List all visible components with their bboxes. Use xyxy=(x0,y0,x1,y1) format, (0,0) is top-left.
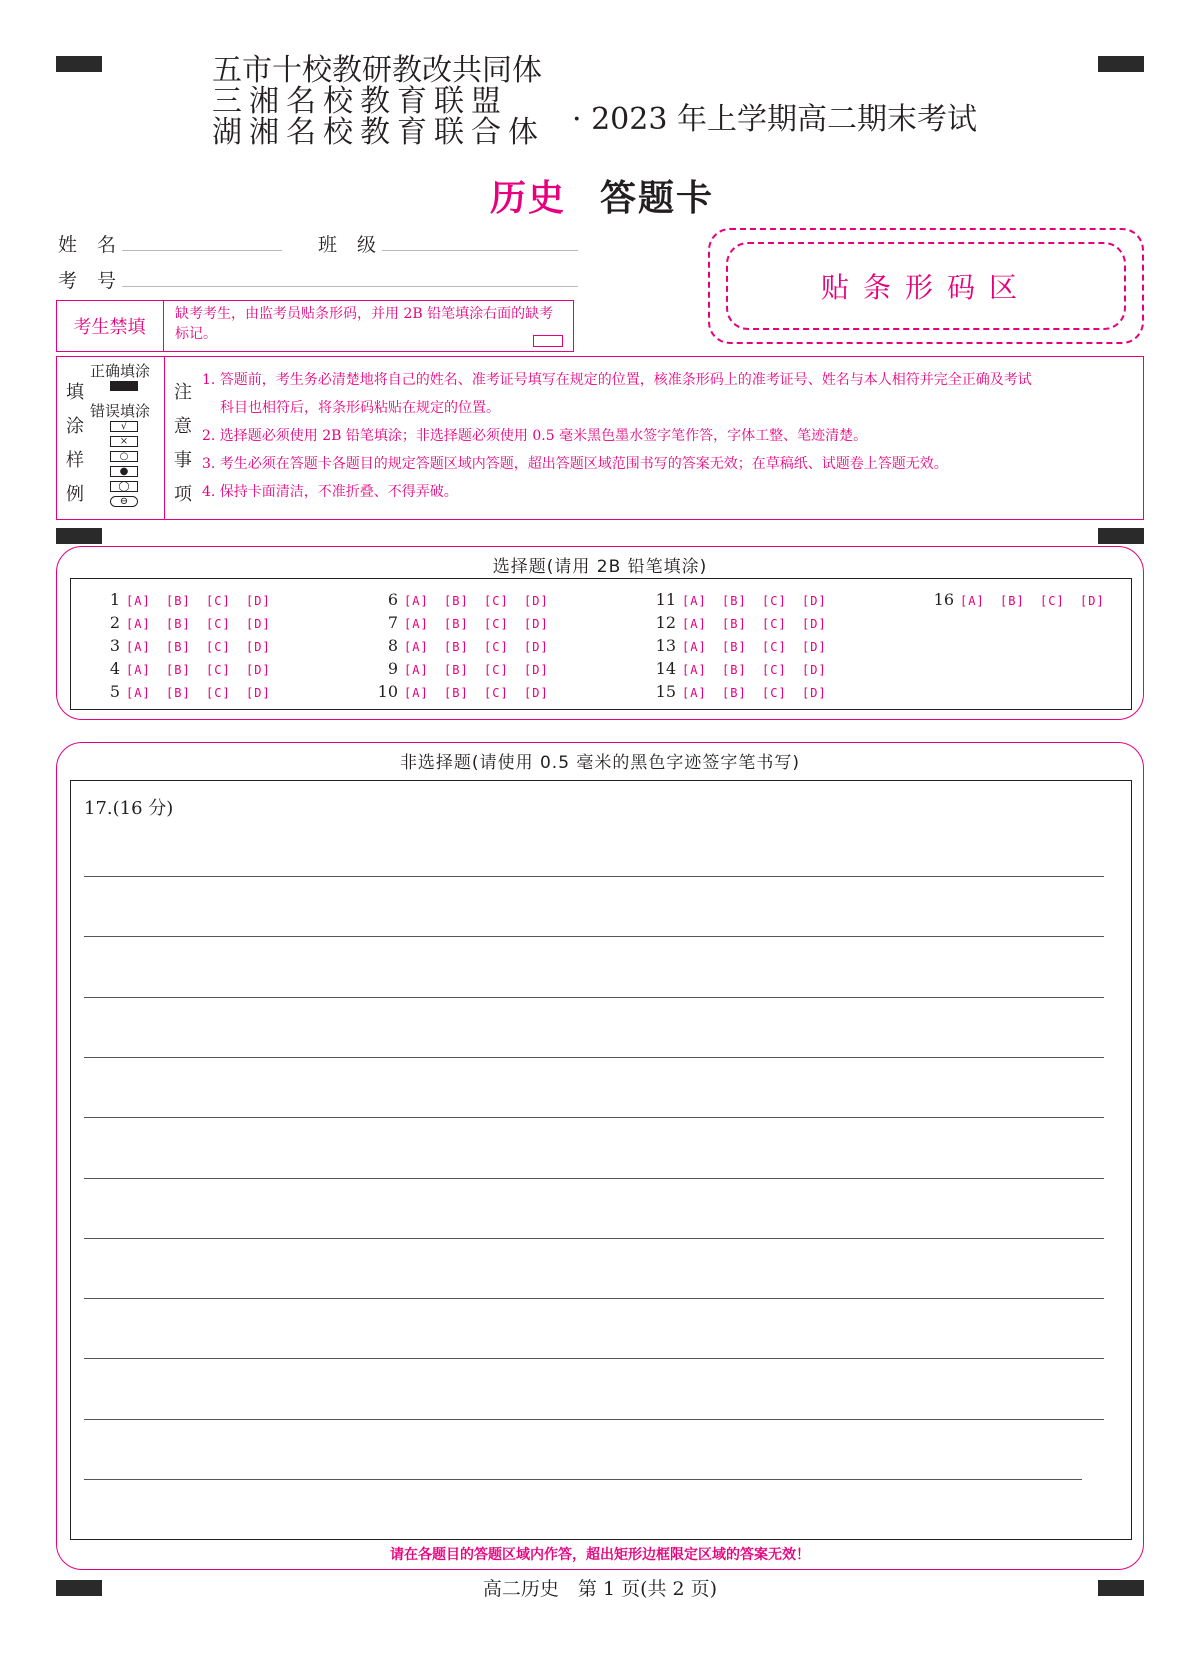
card-title: 答题卡 xyxy=(600,177,715,219)
barcode-label: 贴条形码区 xyxy=(820,271,1031,304)
answer-bubble[interactable]: [C] xyxy=(1040,594,1065,608)
answer-writing-line[interactable] xyxy=(84,1298,1104,1299)
answer-bubble[interactable]: [D] xyxy=(524,686,549,700)
class-label: 班级 xyxy=(318,234,397,256)
sample-title-char: 例 xyxy=(66,484,84,505)
subject-title: 历史 xyxy=(490,177,567,219)
choice-section-title: 选择题(请用 2B 铅笔填涂) xyxy=(492,557,708,577)
answer-bubble[interactable]: [C] xyxy=(762,663,787,677)
correct-fill-sample xyxy=(110,381,138,391)
choice-question-row xyxy=(926,590,1120,612)
notice-item: 科目也相符后，将条形码粘贴在规定的位置。 xyxy=(220,400,500,416)
answer-bubble[interactable]: [D] xyxy=(524,663,549,677)
question-number: 7 xyxy=(387,613,398,632)
wrong-fill-label: 错误填涂 xyxy=(90,402,151,420)
page-footer: 高二历史 第 1 页(共 2 页) xyxy=(482,1578,718,1600)
notice-item: 4. 保持卡面清洁，不准折叠、不得弄破。 xyxy=(202,484,458,500)
answer-bubble[interactable]: [B] xyxy=(166,663,191,677)
choice-question-row xyxy=(92,636,286,658)
choice-question-row xyxy=(370,590,564,612)
notice-item: 2. 选择题必须使用 2B 铅笔填涂；非选择题必须使用 0.5 毫米黑色墨水签字笔作答，字体工整、笔迹清楚。 xyxy=(202,428,868,444)
question-number: 9 xyxy=(387,659,398,678)
answer-bubble[interactable]: [B] xyxy=(166,594,191,608)
organizer-line: 三湘名校教育联盟 xyxy=(212,84,508,119)
answer-bubble[interactable]: [A] xyxy=(126,594,151,608)
question-17-label: 17.(16 分) xyxy=(84,798,174,819)
answer-bubble[interactable]: [C] xyxy=(206,617,231,631)
choice-question-row xyxy=(370,682,564,704)
sample-title xyxy=(64,376,86,512)
notice-list xyxy=(202,366,1138,506)
answer-bubble[interactable]: [D] xyxy=(1080,594,1105,608)
answer-bubble[interactable]: [D] xyxy=(246,640,271,654)
question-number: 12 xyxy=(655,613,676,632)
answer-bubble[interactable]: [A] xyxy=(682,594,707,608)
answer-bubble[interactable]: [C] xyxy=(206,663,231,677)
answer-bubble[interactable]: [D] xyxy=(802,686,827,700)
registration-mark-top-left xyxy=(56,56,102,72)
question-number: 11 xyxy=(655,590,676,609)
question-number: 4 xyxy=(109,659,120,678)
answer-bubble[interactable]: [B] xyxy=(444,617,469,631)
answer-bubble[interactable]: [B] xyxy=(722,640,747,654)
organizer-list xyxy=(212,53,545,150)
question-number: 10 xyxy=(377,682,398,701)
answer-bubble[interactable]: [B] xyxy=(722,617,747,631)
question-number: 16 xyxy=(933,590,954,609)
answer-bubble[interactable]: [C] xyxy=(484,686,509,700)
choice-question-row xyxy=(92,613,286,635)
answer-bubble[interactable]: [A] xyxy=(404,686,429,700)
answer-box xyxy=(70,780,1132,1540)
question-number: 2 xyxy=(109,613,120,632)
sample-title-char: 填 xyxy=(66,382,84,403)
organizer-line: 五市十校教研教改共同体 xyxy=(212,53,542,88)
exam-title: · 2023 年上学期高二期末考试 xyxy=(572,102,977,137)
question-number: 13 xyxy=(655,636,676,655)
choice-question-row xyxy=(92,659,286,681)
answer-writing-line[interactable] xyxy=(84,1238,1104,1239)
wrong-fill-oval-sample: ◯ xyxy=(110,481,138,492)
answer-bubble[interactable]: [D] xyxy=(802,663,827,677)
absent-instruction: 缺考考生，由监考员贴条形码，并用 2B 铅笔填涂右面的缺考标记。 xyxy=(175,306,554,342)
absent-mark-checkbox[interactable] xyxy=(533,335,563,347)
organizer-line: 湖湘名校教育联合体 xyxy=(212,115,545,150)
notice-title xyxy=(172,376,194,512)
choice-question-row xyxy=(370,659,564,681)
absent-label: 考生禁填 xyxy=(56,300,164,352)
question-number: 15 xyxy=(655,682,676,701)
answer-bubble[interactable]: [D] xyxy=(524,594,549,608)
choice-question-row xyxy=(370,613,564,635)
choice-question-row xyxy=(648,636,842,658)
answer-bubble[interactable]: [A] xyxy=(682,686,707,700)
answer-area-warning: 请在各题目的答题区域内作答，超出矩形边框限定区域的答案无效！ xyxy=(390,1547,810,1563)
notice-item: 1. 答题前，考生务必清楚地将自己的姓名、准考证号填写在规定的位置，核准条形码上的准考证号、姓名与本人相符并完全正确及考试 xyxy=(202,372,1032,388)
answer-bubble[interactable]: [A] xyxy=(404,617,429,631)
answer-writing-line[interactable] xyxy=(84,936,1104,937)
answer-bubble[interactable]: [A] xyxy=(682,663,707,677)
sample-title-char: 涂 xyxy=(66,416,84,437)
answer-bubble[interactable]: [A] xyxy=(126,663,151,677)
answer-writing-line[interactable] xyxy=(84,1358,1104,1359)
answer-writing-line[interactable] xyxy=(84,997,1104,998)
notice-item: 3. 考生必须在答题卡各题目的规定答题区域内答题，超出答题区域范围书写的答案无效；在草稿纸、试题卷上答题无效。 xyxy=(202,456,948,472)
answer-bubble[interactable]: [B] xyxy=(722,663,747,677)
answer-bubble[interactable]: [C] xyxy=(762,640,787,654)
wrong-fill-cross-sample: × xyxy=(110,436,138,447)
wrong-fill-dot-sample: ● xyxy=(110,466,138,477)
class-field[interactable] xyxy=(382,250,578,251)
answer-bubble[interactable]: [A] xyxy=(404,640,429,654)
notice-title-char: 项 xyxy=(174,484,192,505)
answer-bubble[interactable]: [A] xyxy=(960,594,985,608)
answer-writing-line[interactable] xyxy=(84,1479,1082,1480)
id-field[interactable] xyxy=(122,286,578,287)
answer-bubble[interactable]: [D] xyxy=(524,640,549,654)
answer-bubble[interactable]: [B] xyxy=(444,640,469,654)
answer-bubble[interactable]: [D] xyxy=(246,617,271,631)
answer-writing-line[interactable] xyxy=(84,1178,1104,1179)
answer-bubble[interactable]: [A] xyxy=(404,594,429,608)
name-field[interactable] xyxy=(122,250,282,251)
answer-bubble[interactable]: [B] xyxy=(166,617,191,631)
sample-title-char: 样 xyxy=(66,450,84,471)
question-number: 14 xyxy=(655,659,676,678)
answer-bubble[interactable]: [B] xyxy=(722,686,747,700)
name-label: 姓名 xyxy=(58,234,137,256)
answer-bubble[interactable]: [C] xyxy=(762,686,787,700)
registration-mark-mid-left xyxy=(56,528,102,544)
question-number: 3 xyxy=(109,636,120,655)
answer-bubble[interactable]: [A] xyxy=(126,640,151,654)
choice-question-row xyxy=(370,636,564,658)
answer-bubble[interactable]: [B] xyxy=(166,640,191,654)
answer-bubble[interactable]: [C] xyxy=(762,617,787,631)
answer-bubble[interactable]: [A] xyxy=(404,663,429,677)
answer-writing-line[interactable] xyxy=(84,1057,1104,1058)
answer-writing-line[interactable] xyxy=(84,876,1104,877)
wrong-fill-circle-sample: ○ xyxy=(110,451,138,462)
answer-bubble[interactable]: [B] xyxy=(722,594,747,608)
answer-bubble[interactable]: [D] xyxy=(246,663,271,677)
notice-divider xyxy=(164,356,165,520)
answer-bubble[interactable]: [C] xyxy=(206,686,231,700)
answer-bubble[interactable]: [C] xyxy=(484,663,509,677)
answer-bubble[interactable]: [D] xyxy=(246,686,271,700)
choice-question-row xyxy=(648,682,842,704)
answer-bubble[interactable]: [C] xyxy=(484,640,509,654)
answer-bubble[interactable]: [C] xyxy=(484,594,509,608)
question-number: 6 xyxy=(387,590,398,609)
answer-bubble[interactable]: [D] xyxy=(802,640,827,654)
answer-bubble[interactable]: [A] xyxy=(682,640,707,654)
answer-bubble[interactable]: [B] xyxy=(444,686,469,700)
answer-bubble[interactable]: [D] xyxy=(524,617,549,631)
answer-bubble[interactable]: [B] xyxy=(166,686,191,700)
answer-writing-line[interactable] xyxy=(84,1419,1104,1420)
registration-mark-top-right xyxy=(1098,56,1144,72)
notice-title-char: 事 xyxy=(174,450,192,471)
answer-bubble[interactable]: [A] xyxy=(126,617,151,631)
choice-question-row xyxy=(648,590,842,612)
wrong-fill-check-sample: √ xyxy=(110,421,138,432)
notice-title-char: 意 xyxy=(174,416,192,437)
choice-question-row xyxy=(648,659,842,681)
question-number: 8 xyxy=(387,636,398,655)
choice-question-row xyxy=(92,590,286,612)
answer-bubble[interactable]: [D] xyxy=(802,594,827,608)
choice-question-row xyxy=(92,682,286,704)
answer-writing-line[interactable] xyxy=(84,1117,1104,1118)
id-label: 考号 xyxy=(58,270,137,292)
answer-bubble[interactable]: [C] xyxy=(206,640,231,654)
wrong-fill-partial-sample: ⊖ xyxy=(110,496,138,507)
question-number: 1 xyxy=(109,590,120,609)
choice-question-row xyxy=(648,613,842,635)
answer-bubble[interactable]: [C] xyxy=(484,617,509,631)
registration-mark-mid-right xyxy=(1098,528,1144,544)
answer-bubble[interactable]: [B] xyxy=(1000,594,1025,608)
answer-bubble[interactable]: [C] xyxy=(762,594,787,608)
answer-bubble[interactable]: [D] xyxy=(246,594,271,608)
answer-bubble[interactable]: [D] xyxy=(802,617,827,631)
answer-section-title: 非选择题(请使用 0.5 毫米的黑色字迹签字笔书写) xyxy=(399,753,801,773)
answer-bubble[interactable]: [B] xyxy=(444,594,469,608)
answer-bubble[interactable]: [A] xyxy=(126,686,151,700)
answer-bubble[interactable]: [B] xyxy=(444,663,469,677)
question-number: 5 xyxy=(109,682,120,701)
correct-fill-label: 正确填涂 xyxy=(90,362,151,380)
answer-bubble[interactable]: [A] xyxy=(682,617,707,631)
answer-bubble[interactable]: [C] xyxy=(206,594,231,608)
notice-title-char: 注 xyxy=(174,382,192,403)
